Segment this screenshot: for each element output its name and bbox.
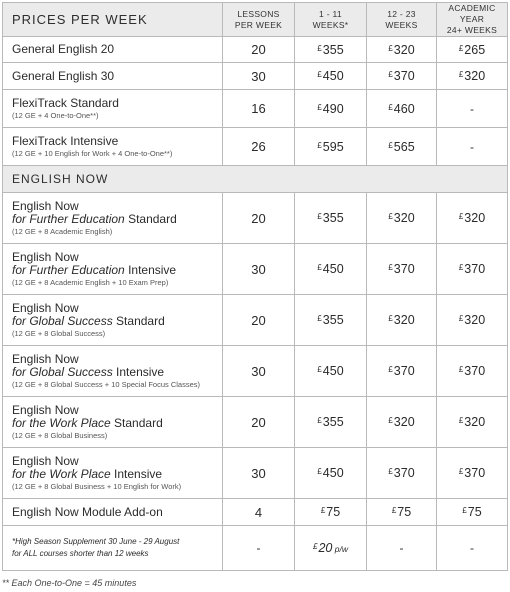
price-cell: [295, 244, 367, 295]
course-name: English Now Module Add-on: [12, 504, 163, 519]
footnote: ** Each One-to-One = 45 minutes: [2, 578, 137, 588]
lessons-cell: 20: [223, 37, 295, 63]
header-1-11-weeks: [295, 3, 367, 37]
header-12-23-line2: WEEKS: [385, 19, 418, 30]
course-detail: (12 GE + 4 One-to-One**): [12, 110, 99, 120]
currency-symbol: £: [388, 263, 393, 272]
course-name-cell: [3, 128, 223, 166]
currency-symbol: £: [458, 263, 464, 272]
price-cell: [437, 295, 508, 346]
currency-symbol: £: [317, 314, 322, 323]
price-cell: [437, 193, 508, 244]
price-value: 370: [393, 364, 415, 378]
price-cell: [295, 63, 367, 90]
header-lessons-line1: LESSONS: [237, 8, 280, 19]
price-cell: [437, 37, 508, 63]
currency-symbol: £: [458, 43, 464, 53]
price-value: 320: [393, 415, 415, 429]
table-row: [3, 193, 508, 244]
lessons-unavailable: -: [223, 526, 295, 571]
price-value: 75: [397, 505, 412, 519]
price-cell: [367, 295, 437, 346]
price-value: 460: [393, 101, 415, 116]
currency-symbol: £: [388, 467, 393, 476]
price-cell: [437, 499, 508, 526]
price-cell: [295, 295, 367, 346]
table-row: [3, 63, 508, 90]
header-lessons-line2: PER WEEK: [234, 19, 283, 30]
price-cell: [437, 63, 508, 90]
currency-symbol: £: [313, 542, 318, 551]
price-cell: [367, 90, 437, 128]
course-level: Intensive: [112, 364, 165, 379]
course-name: General English 30: [12, 68, 115, 83]
course-name: English Now: [12, 198, 79, 213]
price-cell: [367, 397, 437, 448]
table-row: [3, 346, 508, 397]
price-value: 370: [393, 262, 415, 276]
currency-symbol: £: [388, 212, 393, 221]
price-cell: [367, 128, 437, 166]
header-lessons: [223, 3, 295, 37]
course-name: FlexiTrack Standard: [12, 95, 119, 110]
course-detail: (12 GE + 8 Global Business): [12, 430, 108, 440]
lessons-cell: 20: [223, 397, 295, 448]
supplement-price-cell: [295, 526, 367, 571]
currency-symbol: £: [458, 212, 464, 221]
supplement-description: [3, 526, 223, 571]
section-row: [3, 166, 508, 193]
header-academic-line2: 24+ WEEKS: [446, 25, 498, 35]
lessons-cell: 30: [223, 63, 295, 90]
currency-symbol: £: [458, 70, 464, 79]
course-name: General English 20: [12, 42, 115, 56]
header-1-11-line1: 1 - 11: [319, 8, 342, 19]
header-academic-line1: ACADEMIC YEAR: [448, 3, 496, 24]
course-track: for Further Education: [12, 211, 125, 226]
price-value: 355: [322, 313, 344, 327]
price-cell: [367, 37, 437, 63]
currency-symbol: £: [458, 416, 464, 425]
price-cell: [295, 90, 367, 128]
table-title: PRICES PER WEEK: [3, 3, 223, 37]
price-cell: [295, 37, 367, 63]
price-value: 320: [464, 69, 486, 83]
header-12-23-weeks: [367, 3, 437, 37]
price-value: 450: [322, 364, 344, 378]
course-level: Standard: [110, 415, 163, 430]
price-cell: [437, 397, 508, 448]
currency-symbol: £: [388, 102, 393, 112]
currency-symbol: £: [458, 314, 464, 323]
course-name-cell: [3, 448, 223, 499]
price-cell: [367, 448, 437, 499]
course-track: for Global Success: [12, 313, 113, 328]
course-name: English Now: [12, 300, 79, 315]
currency-symbol: £: [317, 140, 322, 150]
price-value: 565: [393, 139, 415, 154]
price-cell: [295, 193, 367, 244]
course-track: for the Work Place: [12, 466, 111, 481]
lessons-cell: 30: [223, 448, 295, 499]
price-value: 320: [464, 313, 486, 327]
price-cell: [367, 346, 437, 397]
course-detail: (12 GE + 8 Academic English + 10 Exam Prep): [12, 277, 169, 287]
table-row: [3, 37, 508, 63]
price-cell: [367, 244, 437, 295]
header-academic-year: [437, 3, 508, 37]
course-name-cell: [3, 346, 223, 397]
price-unavailable: -: [437, 526, 508, 571]
price-value: 595: [322, 139, 344, 154]
currency-symbol: £: [317, 416, 322, 425]
course-detail: (12 GE + 8 Global Success + 10 Special Focus Classes): [12, 379, 201, 389]
supplement-line2: for ALL courses shorter than 12 weeks: [12, 549, 149, 558]
currency-symbol: £: [317, 263, 322, 272]
currency-symbol: £: [458, 467, 464, 476]
lessons-cell: 20: [223, 295, 295, 346]
lessons-cell: 30: [223, 346, 295, 397]
currency-symbol: £: [317, 212, 322, 221]
section-title: ENGLISH NOW: [3, 166, 508, 193]
currency-symbol: £: [388, 43, 393, 53]
lessons-cell: 20: [223, 193, 295, 244]
currency-symbol: £: [388, 365, 393, 374]
supplement-line1: *High Season Supplement 30 June - 29 August: [12, 537, 180, 546]
lessons-cell: 26: [223, 128, 295, 166]
price-value: 370: [464, 364, 486, 378]
course-name: English Now: [12, 453, 79, 468]
price-cell: [295, 128, 367, 166]
table-row: [3, 448, 508, 499]
currency-symbol: £: [317, 467, 322, 476]
price-value: 320: [393, 211, 415, 225]
price-value: 75: [326, 505, 341, 519]
currency-symbol: £: [317, 102, 322, 112]
lessons-cell: 30: [223, 244, 295, 295]
price-value: 370: [464, 262, 486, 276]
currency-symbol: £: [391, 506, 397, 515]
price-value: 320: [464, 415, 486, 429]
price-cell: [295, 448, 367, 499]
header-row: [3, 3, 508, 37]
price-cell: [295, 499, 367, 526]
price-value: 370: [393, 69, 415, 83]
price-table-container: [2, 2, 507, 588]
header-12-23-line1: 12 - 23: [387, 8, 416, 19]
price-value: 490: [322, 101, 344, 116]
currency-symbol: £: [320, 506, 326, 515]
price-value: 450: [322, 262, 344, 276]
course-name-cell: [3, 90, 223, 128]
price-cell: [367, 499, 437, 526]
table-row: [3, 90, 508, 128]
price-cell: [367, 193, 437, 244]
course-name-cell: [3, 63, 223, 90]
currency-symbol: £: [458, 365, 464, 374]
table-row: [3, 295, 508, 346]
price-value: 355: [322, 42, 344, 57]
price-cell: [437, 448, 508, 499]
price-value: 370: [393, 466, 415, 480]
price-value: 320: [393, 42, 415, 57]
price-cell: [367, 63, 437, 90]
price-cell: [295, 397, 367, 448]
price-value: 320: [464, 211, 486, 225]
price-unit: p/w: [332, 544, 348, 554]
course-name-cell: [3, 193, 223, 244]
supplement-row: [3, 526, 508, 571]
currency-symbol: £: [317, 70, 322, 79]
course-name-cell: [3, 397, 223, 448]
currency-symbol: £: [388, 70, 393, 79]
price-unavailable: -: [367, 526, 437, 571]
currency-symbol: £: [388, 314, 393, 323]
course-level: Standard: [124, 211, 177, 226]
course-detail: (12 GE + 8 Global Success): [12, 328, 106, 338]
currency-symbol: £: [317, 365, 322, 374]
price-value: 450: [322, 466, 344, 480]
course-name: English Now: [12, 249, 79, 264]
course-name: English Now: [12, 351, 79, 366]
course-track: for the Work Place: [12, 415, 111, 430]
price-unavailable: -: [437, 90, 508, 128]
price-value: 355: [322, 211, 344, 225]
currency-symbol: £: [388, 140, 393, 150]
price-value: 450: [322, 69, 344, 83]
price-value: 370: [464, 466, 486, 480]
table-row: [3, 397, 508, 448]
table-row: [3, 499, 508, 526]
course-level: Intensive: [110, 466, 163, 481]
currency-symbol: £: [317, 43, 322, 53]
header-1-11-line2: WEEKS*: [312, 19, 349, 30]
lessons-cell: 16: [223, 90, 295, 128]
course-name-cell: [3, 244, 223, 295]
course-name-cell: [3, 499, 223, 526]
course-level: Standard: [112, 313, 165, 328]
course-name-cell: [3, 37, 223, 63]
course-track: for Global Success: [12, 364, 113, 379]
price-value: 355: [322, 415, 344, 429]
price-cell: [437, 244, 508, 295]
price-value: 265: [464, 42, 486, 57]
course-level: Intensive: [124, 262, 177, 277]
currency-symbol: £: [462, 506, 467, 515]
price-value: 320: [393, 313, 415, 327]
table-row: [3, 244, 508, 295]
price-value: 20: [318, 541, 333, 555]
price-unavailable: -: [437, 128, 508, 166]
price-table: [2, 2, 508, 571]
course-detail: (12 GE + 8 Global Business + 10 English for Work): [12, 481, 182, 491]
course-name: English Now: [12, 402, 79, 417]
price-cell: [295, 346, 367, 397]
currency-symbol: £: [388, 416, 393, 425]
course-detail: (12 GE + 10 English for Work + 4 One-to-One**): [12, 148, 173, 158]
course-track: for Further Education: [12, 262, 125, 277]
course-detail: (12 GE + 8 Academic English): [12, 226, 113, 236]
lessons-cell: 4: [223, 499, 295, 526]
price-cell: [437, 346, 508, 397]
table-row: [3, 128, 508, 166]
course-name-cell: [3, 295, 223, 346]
price-value: 75: [467, 505, 482, 519]
course-name: FlexiTrack Intensive: [12, 133, 119, 148]
